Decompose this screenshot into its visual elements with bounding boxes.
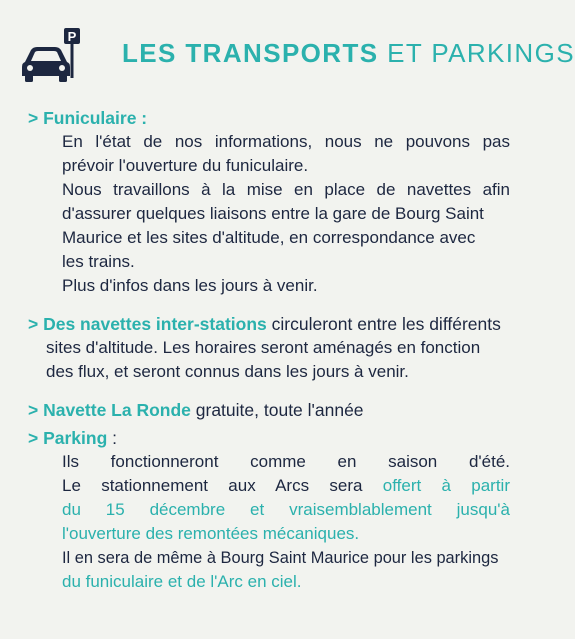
- navettes-heading-label: > Des navettes inter-stations: [28, 314, 267, 334]
- section-parking: [28, 426, 510, 594]
- parking-letter: P: [67, 29, 77, 44]
- funiculaire-text: [62, 130, 510, 298]
- parking-heading: [28, 426, 510, 450]
- navettes-text: [46, 336, 510, 384]
- parking-line: [62, 474, 510, 498]
- page-title: [122, 38, 575, 69]
- funiculaire-line: les trains.: [62, 252, 135, 271]
- navettes-line: sites d'altitude. Les horaires seront aménagés en fonction: [46, 338, 481, 357]
- funiculaire-line: Maurice et les sites d'altitude, en correspondance avec: [62, 228, 476, 247]
- ronde-heading-rest: gratuite, toute l'année: [190, 400, 364, 420]
- navettes-line: des flux, et seront connus dans les jours à venir.: [46, 362, 409, 381]
- parking-line-highlight: du funiculaire et de l'Arc en ciel.: [62, 572, 302, 591]
- funiculaire-line: Plus d'infos dans les jours à venir.: [62, 276, 318, 295]
- funiculaire-line: prévoir l'ouverture du funiculaire.: [62, 156, 309, 175]
- parking-text: [62, 450, 510, 594]
- funiculaire-line: En l'état de nos informations, nous ne pouvons pas: [62, 132, 510, 151]
- funiculaire-line: Nous travaillons à la mise en place de navettes afin: [62, 180, 510, 199]
- parking-line-plain: Le stationnement aux Arcs sera: [62, 476, 383, 495]
- car-parking-icon: [20, 26, 100, 84]
- ronde-heading-label: > Navette La Ronde: [28, 400, 191, 420]
- section-funiculaire: [28, 106, 510, 298]
- parking-heading-rest: :: [107, 428, 118, 448]
- parking-heading-label: > Parking: [28, 428, 108, 448]
- section-ronde: [28, 398, 510, 422]
- parking-line-highlight: l'ouverture des remontées mécaniques.: [62, 524, 360, 543]
- parking-line-highlight: du 15 décembre et vraisemblablement jusqu'à: [62, 500, 510, 519]
- parking-line: Ils fonctionneront comme en saison d'été.: [62, 452, 510, 471]
- ronde-heading: [28, 398, 510, 422]
- funiculaire-line: d'assurer quelques liaisons entre la gare de Bourg Saint: [62, 204, 484, 223]
- section-navettes: [28, 312, 510, 384]
- page-title-bold: LES TRANSPORTS: [122, 38, 379, 68]
- parking-line: Il en sera de même à Bourg Saint Maurice pour les parkings: [62, 549, 499, 567]
- page-title-rest: ET PARKINGS: [378, 38, 575, 68]
- funiculaire-heading: > Funiculaire :: [28, 108, 148, 128]
- navettes-heading: [28, 312, 510, 336]
- header: [20, 24, 575, 84]
- navettes-heading-rest: circuleront entre les différents: [266, 314, 501, 334]
- content: [28, 106, 510, 608]
- parking-line-highlight: offert à partir: [382, 476, 510, 495]
